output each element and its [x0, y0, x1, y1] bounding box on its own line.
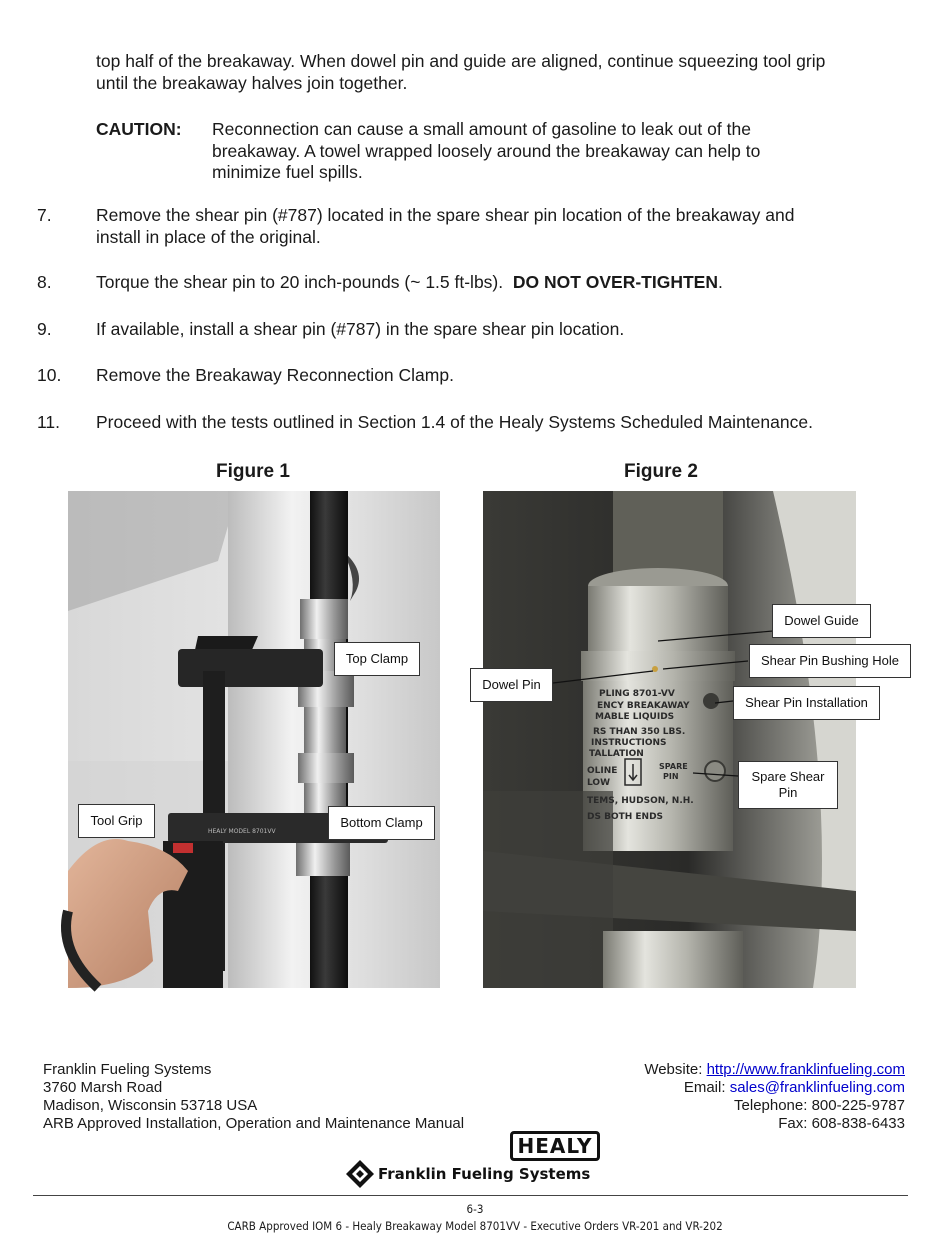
step-number: 7.	[37, 205, 52, 225]
figure-1-title: Figure 1	[216, 461, 290, 482]
document-title-footer: CARB Approved IOM 6 - Healy Breakaway Model 8701VV - Executive Orders VR-201 and VR-202	[227, 1219, 723, 1233]
tool-grip-label: Tool Grip	[78, 804, 155, 838]
caution-line-3: minimize fuel spills.	[212, 162, 363, 182]
device-spare-text: SPARE	[659, 762, 688, 771]
device-label-line: MABLE LIQUIDS	[595, 712, 675, 722]
footer-website-line	[644, 1061, 905, 1079]
page-number: 6-3	[466, 1202, 484, 1216]
step-8-text	[96, 271, 723, 293]
email-label: Email:	[683, 1079, 730, 1096]
intro-line-1: top half of the breakaway. When dowel pin and guide are aligned, continue squeezing tool grip	[96, 51, 826, 71]
healy-logo	[510, 1131, 600, 1161]
footer-city: Madison, Wisconsin 53718 USA	[43, 1097, 258, 1114]
footer-manual: ARB Approved Installation, Operation and Maintenance Manual	[43, 1115, 465, 1132]
email-link[interactable]: sales@franklinfueling.com	[729, 1079, 905, 1096]
footer-company: Franklin Fueling Systems	[43, 1061, 212, 1078]
step-7-line-1: Remove the shear pin (#787) located in the spare shear pin location of the breakaway and	[96, 205, 795, 225]
dowel-guide-label: Dowel Guide	[772, 604, 871, 638]
step-11-text: Proceed with the tests outlined in Section 1.4 of the Healy Systems Scheduled Maintenance.	[96, 412, 813, 432]
device-label-line: DS BOTH ENDS	[587, 812, 664, 822]
device-label-line: ENCY BREAKAWAY	[597, 701, 690, 711]
step-7-line-2: install in place of the original.	[96, 227, 321, 247]
spare-shear-pin-label-line-1: Spare Shear	[751, 769, 825, 784]
device-label-line: PLING 8701-VV	[599, 689, 675, 699]
step-number: 11.	[37, 412, 61, 432]
figure-1-photo	[68, 491, 440, 988]
dowel-pin-label: Dowel Pin	[470, 668, 553, 702]
website-link[interactable]: http://www.franklinfueling.com	[706, 1061, 905, 1078]
step-9-text: If available, install a shear pin (#787) in the spare shear pin location.	[96, 319, 625, 339]
step-number: 9.	[37, 319, 52, 339]
device-label-line: LOW	[587, 778, 610, 788]
footer-fax: Fax: 608-838-6433	[778, 1115, 905, 1132]
footer-telephone: Telephone: 800-225-9787	[734, 1097, 905, 1114]
step-8-tail: .	[717, 272, 723, 292]
caution-label: CAUTION:	[96, 119, 182, 139]
step-number: 8.	[37, 272, 52, 292]
caution-line-1: Reconnection can cause a small amount of gasoline to leak out of the	[212, 119, 751, 139]
do-not-over-tighten-warning: DO NOT OVER-TIGHTEN	[512, 272, 718, 292]
device-label-line: INSTRUCTIONS	[591, 738, 667, 748]
device-label-line: OLINE	[587, 766, 618, 776]
footer-email-line	[684, 1079, 905, 1097]
clamp-photo-illustration	[68, 491, 440, 988]
device-pin-text: PIN	[663, 772, 679, 781]
website-label: Website:	[644, 1061, 707, 1078]
footer-divider	[33, 1195, 908, 1196]
caution-line-2: breakaway. A towel wrapped loosely around the breakaway can help to	[212, 141, 761, 161]
intro-line-2: until the breakaway halves join together.	[96, 73, 408, 93]
breakaway-photo-illustration	[483, 491, 856, 988]
device-label-line: TEMS, HUDSON, N.H.	[587, 796, 694, 806]
step-number: 10.	[37, 365, 62, 385]
bottom-clamp-label: Bottom Clamp	[328, 806, 435, 840]
device-label-line: TALLATION	[589, 749, 644, 759]
shear-pin-bushing-hole-label: Shear Pin Bushing Hole	[749, 644, 911, 678]
top-clamp-label: Top Clamp	[334, 642, 420, 676]
figure-2-photo	[483, 491, 900, 988]
device-label-line: RS THAN 350 LBS.	[593, 727, 686, 737]
step-8-body: Torque the shear pin to 20 inch-pounds (~ 1.5 ft-lbs).	[96, 272, 513, 292]
figure-2-title: Figure 2	[624, 461, 698, 482]
healy-logo-text: HEALY	[517, 1134, 593, 1158]
step-10-text: Remove the Breakaway Reconnection Clamp.	[96, 365, 454, 385]
tool-marking-text: HEALY MODEL 8701VV	[208, 828, 276, 835]
ffs-logo-text: Franklin Fueling Systems	[378, 1165, 591, 1183]
footer-street: 3760 Marsh Road	[43, 1079, 163, 1096]
spare-shear-pin-label	[738, 761, 838, 809]
spare-shear-pin-label-line-2: Pin	[778, 785, 798, 800]
shear-pin-installation-label: Shear Pin Installation	[733, 686, 880, 720]
ffs-diamond-icon	[345, 1159, 375, 1189]
